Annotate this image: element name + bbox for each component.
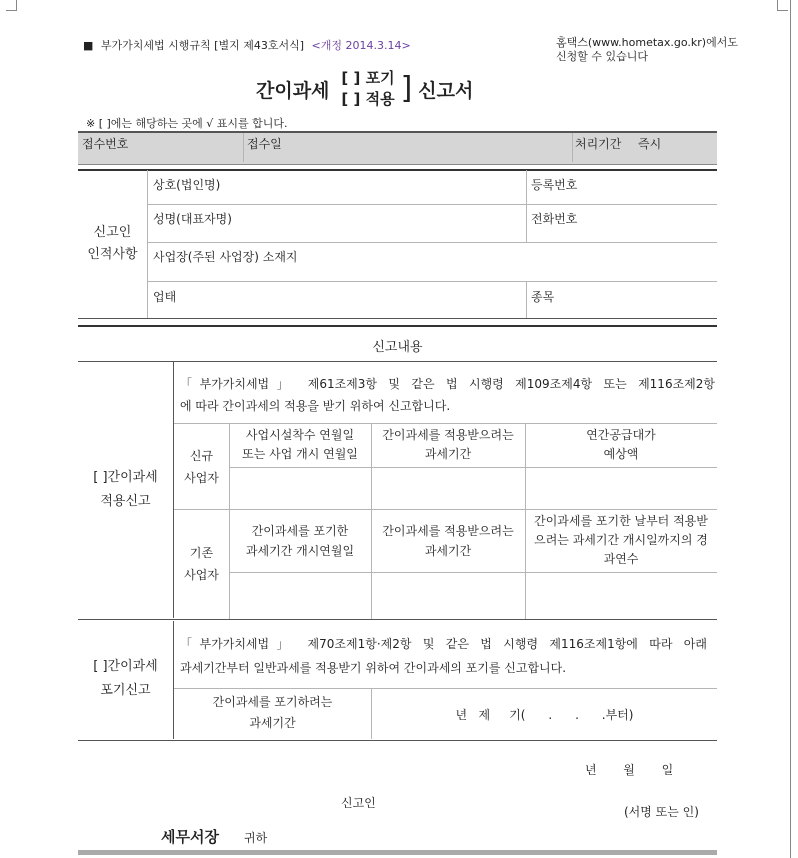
waive-statement xyxy=(180,632,707,680)
applicant-col-divider-1 xyxy=(526,170,527,242)
new-tax-period-input[interactable] xyxy=(372,468,524,508)
existing-tax-period-input[interactable] xyxy=(372,573,524,618)
existing-start-date-input[interactable] xyxy=(230,573,370,618)
tax-office-head: 세무서장 xyxy=(161,828,219,846)
waive-period-input[interactable]: 년 제 기( . . .부터) xyxy=(455,708,634,722)
hometax-line-2: 신청할 수 있습니다 xyxy=(556,50,649,63)
revision-text: <개정 2014.3.14> xyxy=(311,39,411,52)
waive-section-label xyxy=(78,655,173,703)
bottom-bar xyxy=(78,850,717,855)
ex-col2-line1: 간이과세를 적용받으려는 xyxy=(382,524,514,538)
report-date[interactable]: 년 월 일 xyxy=(585,763,674,777)
applicant-label-divider xyxy=(147,170,148,318)
new-start-date-input[interactable] xyxy=(230,468,370,508)
applicant-section-label xyxy=(78,222,147,266)
existing-col2-header xyxy=(371,521,525,561)
applicant-label-1: 신고인 xyxy=(93,225,132,240)
existing-label-1: 기존 xyxy=(189,546,214,560)
new-business-label xyxy=(174,445,229,489)
processing-period-value: 즉시 xyxy=(638,137,662,151)
apply-statement-1: 「부가가치세법」 제61조제3항 및 같은 법 시행령 제109조제4항 또는 제116조제2항 xyxy=(180,377,715,391)
receipt-date-label: 접수일 xyxy=(247,137,282,151)
new-col2-header xyxy=(371,426,525,464)
hometax-line-1: 홈택스(www.hometax.go.kr)에서도 xyxy=(556,36,738,49)
receipt-divider-1 xyxy=(243,133,244,162)
applicant-row-line-3 xyxy=(148,281,717,282)
report-heading: 신고내용 xyxy=(372,340,423,355)
apply-checkbox-label[interactable]: [ ]간이과세 xyxy=(93,470,158,485)
representative-name-field[interactable]: 성명(대표자명) xyxy=(153,212,232,226)
waive-label-2: 포기신고 xyxy=(100,683,151,698)
corner-mark-right xyxy=(777,0,788,11)
waive-period-label xyxy=(174,692,371,734)
waive-checkbox-label[interactable]: [ ]간이과세 xyxy=(93,659,158,674)
title-bracket: ] xyxy=(400,71,413,106)
waive-statement-line xyxy=(174,688,717,689)
ex-col2-line2: 과세기간 xyxy=(424,544,472,558)
apply-section-label xyxy=(78,466,173,514)
ex-col1-line2: 과세기간 개시연월일 xyxy=(245,544,355,558)
header-regulation xyxy=(83,37,411,53)
new-col3-line1: 연간공급대가 xyxy=(586,428,656,442)
regulation-text: 부가가치세법 시행규칙 [별지 제43호서식] xyxy=(100,39,304,52)
apply-bottom-line xyxy=(78,619,717,620)
ex-col1-line1: 간이과세를 포기한 xyxy=(251,524,349,538)
signature-field[interactable]: (서명 또는 인) xyxy=(624,805,699,819)
business-type-field[interactable]: 업태 xyxy=(153,290,177,304)
applicant-row-line-1 xyxy=(148,204,717,205)
apply-label-2: 적용신고 xyxy=(100,494,151,509)
processing-period-label: 처리기간 xyxy=(575,137,622,151)
new-label-2: 사업자 xyxy=(184,471,219,485)
applicant-row-line-2 xyxy=(148,242,717,243)
applicant-label-2: 인적사항 xyxy=(87,247,138,262)
existing-label-2: 사업자 xyxy=(184,568,219,582)
apply-statement xyxy=(180,373,715,417)
new-expected-supply-input[interactable] xyxy=(526,468,716,508)
hometax-note xyxy=(556,36,738,64)
apply-statement-2: 에 따라 간이과세의 적용을 받기 위하여 신고합니다. xyxy=(180,399,451,413)
new-col3-header xyxy=(525,426,717,464)
existing-business-label xyxy=(174,542,229,586)
new-col1-header xyxy=(229,426,371,464)
waive-statement-1: 「부가가치세법」 제70조제1항·제2항 및 같은 법 시행령 제116조제1항에 따라 아래 xyxy=(180,637,707,651)
addressee-suffix: 귀하 xyxy=(244,831,268,845)
applicant-bottom-line xyxy=(78,318,717,319)
new-label-1: 신규 xyxy=(189,449,214,463)
applicant-col-divider-2 xyxy=(526,282,527,318)
phone-number-field[interactable]: 전화번호 xyxy=(531,212,578,226)
apply-statement-line xyxy=(174,423,717,424)
ex-col3-line3: 과연수 xyxy=(603,552,639,566)
new-col3-line2: 예상액 xyxy=(603,447,639,461)
title-right: 신고서 xyxy=(418,79,474,102)
new-col1-line2: 또는 사업 개시 연월일 xyxy=(242,447,358,461)
receipt-number-label: 접수번호 xyxy=(82,137,129,151)
ex-col3-line1: 간이과세를 포기한 날부터 적용받 xyxy=(534,514,708,528)
receipt-divider-2 xyxy=(572,133,573,162)
ex-col3-line2: 으려는 과세기간 개시일까지의 경 xyxy=(534,533,708,547)
business-address-field[interactable]: 사업장(주된 사업장) 소재지 xyxy=(153,250,298,264)
title-left: 간이과세 xyxy=(256,79,330,102)
waive-period-label-2: 과세기간 xyxy=(249,716,296,730)
applicant-top-line xyxy=(78,169,717,171)
existing-col1-header xyxy=(229,521,371,561)
square-bullet-icon: ■ xyxy=(83,39,94,52)
new-col2-line1: 간이과세를 적용받으려는 xyxy=(382,428,514,442)
business-item-field[interactable]: 종목 xyxy=(531,290,555,304)
title-option-apply: [ ] 적용 xyxy=(341,90,395,108)
report-top-line xyxy=(78,325,717,327)
title-option-waive: [ ] 포기 xyxy=(341,69,395,87)
declarant-label: 신고인 xyxy=(341,796,376,810)
new-col1-line1: 사업시설착수 연월일 xyxy=(245,428,355,442)
waive-statement-2: 과세기간부터 일반과세를 적용받기 위하여 간이과세의 포기를 신고합니다. xyxy=(180,661,567,675)
instruction-text: ※ [ ]에는 해당하는 곳에 √ 표시를 합니다. xyxy=(86,117,288,130)
corner-mark-left xyxy=(6,0,17,11)
waive-period-label-1: 간이과세를 포기하려는 xyxy=(212,695,333,709)
registration-number-field[interactable]: 등록번호 xyxy=(531,178,578,192)
existing-col3-header xyxy=(525,512,717,569)
trade-name-field[interactable]: 상호(법인명) xyxy=(153,178,221,192)
title-options xyxy=(341,68,394,110)
form-title xyxy=(256,66,473,112)
new-col2-line2: 과세기간 xyxy=(424,447,472,461)
new-existing-line xyxy=(174,509,717,510)
existing-elapsed-years-input[interactable] xyxy=(526,573,716,618)
waive-bottom-line xyxy=(78,740,717,741)
